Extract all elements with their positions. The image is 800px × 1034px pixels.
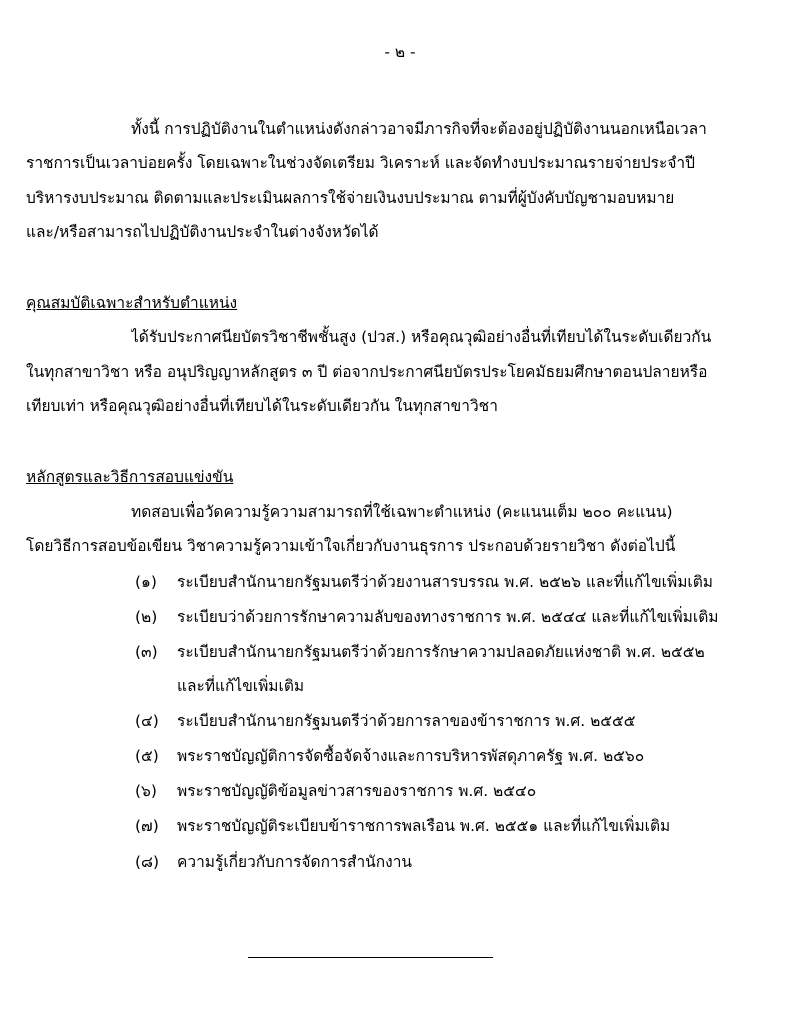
exam-item-number: (๔) [135, 712, 159, 730]
exam-item-number: (๘) [135, 853, 160, 871]
intro-line-2: ราชการเป็นเวลาบ่อยครั้ง โดยเฉพาะในช่วงจัดเตรียม วิเคราะห์ และจัดทำงบประมาณรายจ่ายประจำปี [26, 154, 695, 172]
qualifications-heading: คุณสมบัติเฉพาะสำหรับตำแหน่ง [26, 294, 238, 312]
qualifications-line-1: ได้รับประกาศนียบัตรวิชาชีพชั้นสูง (ปวส.) หรือคุณวุฒิอย่างอื่นที่เทียบได้ในระดับเดียวกัน [131, 328, 712, 346]
intro-line-4: และ/หรือสามารถไปปฏิบัติงานประจำในต่างจังหวัดได้ [26, 223, 379, 241]
exam-item-text: พระราชบัญญัติการจัดซื้อจัดจ้างและการบริหารพัสดุภาครัฐ พ.ศ. ๒๕๖๐ [177, 747, 645, 765]
exam-item-text: ระเบียบสำนักนายกรัฐมนตรีว่าด้วยการลาของข้าราชการ พ.ศ. ๒๕๕๕ [177, 712, 636, 730]
exam-item-text: พระราชบัญญัติระเบียบข้าราชการพลเรือน พ.ศ. ๒๕๕๑ และที่แก้ไขเพิ่มเติม [177, 817, 671, 835]
exam-item-number: (๖) [135, 782, 157, 800]
exam-heading: หลักสูตรและวิธีการสอบแข่งขัน [26, 468, 234, 486]
end-divider [248, 957, 493, 958]
exam-item-number: (๒) [135, 608, 158, 626]
page-number: - ๒ - [384, 43, 416, 61]
exam-item-text: ระเบียบสำนักนายกรัฐมนตรีว่าด้วยการรักษาความปลอดภัยแห่งชาติ พ.ศ. ๒๕๕๒ [177, 643, 705, 661]
qualifications-line-2: ในทุกสาขาวิชา หรือ อนุปริญญาหลักสูตร ๓ ปี ต่อจากประกาศนียบัตรประโยคมัธยมศึกษาตอนปลายหรือ [26, 363, 708, 381]
exam-item-number: (๕) [135, 747, 159, 765]
exam-item-number: (๑) [135, 573, 157, 591]
exam-item-number: (๗) [135, 817, 159, 835]
exam-item-text: ระเบียบสำนักนายกรัฐมนตรีว่าด้วยงานสารบรรณ พ.ศ. ๒๕๒๖ และที่แก้ไขเพิ่มเติม [177, 573, 713, 591]
exam-item-continuation: และที่แก้ไขเพิ่มเติม [177, 677, 305, 695]
exam-item-number: (๓) [135, 643, 158, 661]
qualifications-line-3: เทียบเท่า หรือคุณวุฒิอย่างอื่นที่เทียบได้ในระดับเดียวกัน ในทุกสาขาวิชา [26, 397, 498, 415]
intro-line-1: ทั้งนี้ การปฏิบัติงานในตำแหน่งดังกล่าวอาจมีภารกิจที่จะต้องอยู่ปฏิบัติงานนอกเหนือเวลา [131, 120, 707, 138]
intro-line-3: บริหารงบประมาณ ติดตามและประเมินผลการใช้จ่ายเงินงบประมาณ ตามที่ผู้บังคับบัญชามอบหมาย [26, 189, 675, 207]
exam-item-text: พระราชบัญญัติข้อมูลข่าวสารของราชการ พ.ศ. ๒๕๔๐ [177, 782, 537, 800]
exam-line-1: ทดสอบเพื่อวัดความรู้ความสามารถที่ใช้เฉพาะตำแหน่ง (คะแนนเต็ม ๒๐๐ คะแนน) [131, 503, 673, 521]
exam-item-text: ความรู้เกี่ยวกับการจัดการสำนักงาน [177, 853, 412, 871]
exam-item-text: ระเบียบว่าด้วยการรักษาความลับของทางราชการ พ.ศ. ๒๕๔๔ และที่แก้ไขเพิ่มเติม [177, 608, 719, 626]
exam-line-2: โดยวิธีการสอบข้อเขียน วิชาความรู้ความเข้าใจเกี่ยวกับงานธุรการ ประกอบด้วยรายวิชา ดังต่อไปนี้ [26, 537, 676, 555]
